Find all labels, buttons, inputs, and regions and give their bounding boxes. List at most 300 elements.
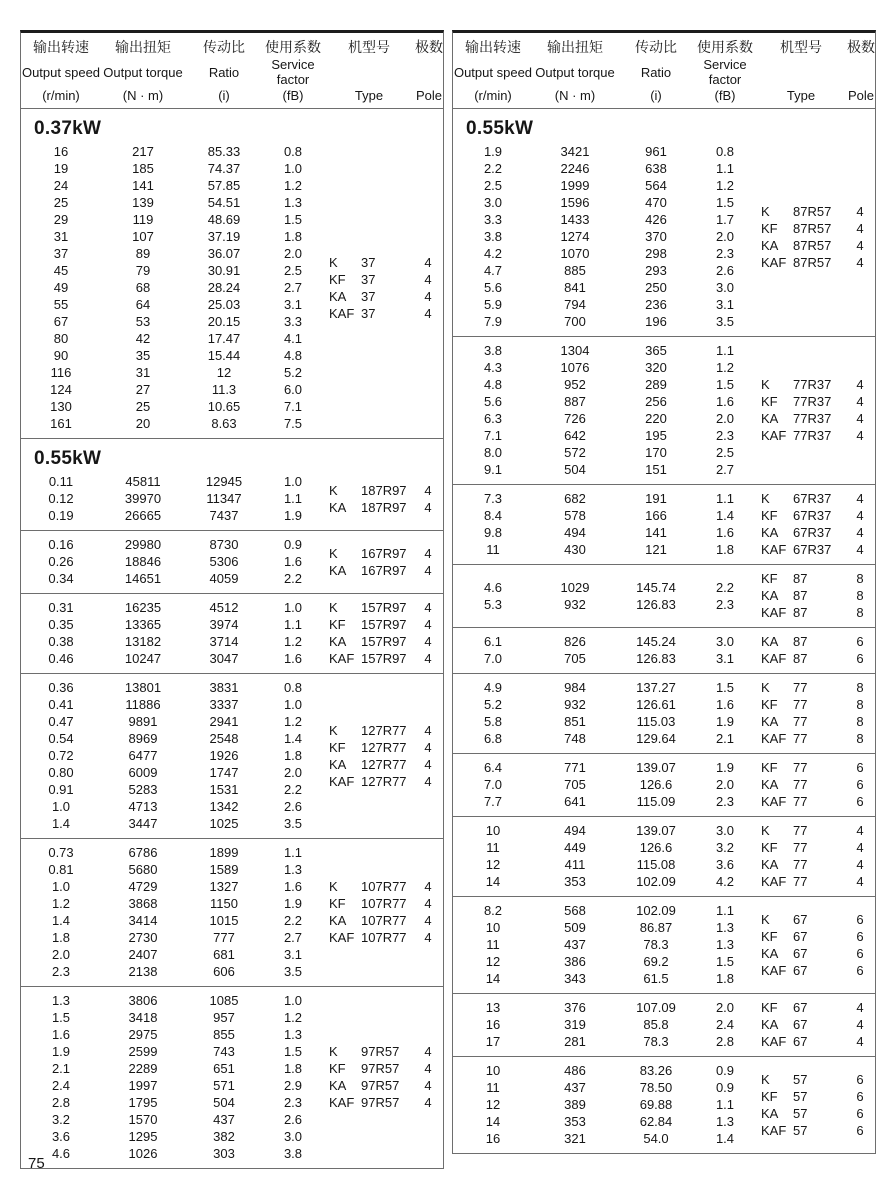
pole-value: 4	[424, 1061, 432, 1076]
rating-block	[453, 896, 875, 993]
pole-value: 6	[856, 962, 864, 978]
type-prefix: K	[329, 254, 338, 270]
output-torque-value: 486	[564, 1063, 586, 1078]
power-section-title: 0.55kW	[34, 448, 102, 469]
type-prefix: KF	[761, 1000, 778, 1015]
service-factor-value: 2.9	[283, 1078, 303, 1093]
type-model: 67	[793, 911, 808, 927]
ratio-value: 126.83	[636, 651, 676, 666]
table-row	[21, 415, 323, 432]
type-list	[323, 545, 443, 579]
rating-block	[21, 593, 443, 673]
table-row	[453, 596, 755, 613]
type-model: 77R37	[793, 394, 832, 409]
pole-value: 6	[856, 634, 864, 649]
output-speed-value: 10	[485, 823, 501, 838]
type-line	[755, 1071, 875, 1088]
type-prefix: KAF	[761, 794, 787, 809]
table-row	[21, 929, 323, 946]
output-torque-value: 13182	[124, 634, 162, 649]
type-line	[755, 856, 875, 873]
output-torque-value: 25	[135, 399, 151, 414]
output-speed-value: 3.8	[483, 343, 503, 358]
pole-value: 6	[856, 945, 864, 961]
output-torque-value: 682	[564, 491, 586, 506]
data-rows	[453, 579, 755, 613]
ratio-value: 83.26	[639, 1063, 673, 1078]
type-list	[755, 759, 875, 810]
output-speed-value: 0.12	[48, 491, 74, 506]
type-prefix: K	[329, 1044, 338, 1059]
block-body	[21, 143, 443, 432]
output-speed-value: 14	[485, 874, 501, 889]
ratio-value: 115.08	[636, 857, 676, 872]
type-line	[755, 393, 875, 410]
service-factor-value: 1.0	[283, 993, 303, 1008]
type-prefix: KAF	[329, 1095, 355, 1110]
type-model: 77	[793, 680, 808, 695]
ratio-value: 370	[645, 229, 667, 244]
pole-value: 4	[856, 254, 864, 270]
service-factor-value: 2.3	[715, 596, 735, 612]
ratio-value: 320	[645, 360, 667, 375]
type-list	[323, 878, 443, 946]
output-torque-value: 705	[564, 777, 586, 792]
output-speed-value: 80	[53, 331, 69, 346]
header-unit-label: (i)	[218, 88, 230, 103]
output-speed-value: 14	[485, 971, 501, 986]
output-speed-value: 0.46	[48, 651, 74, 666]
type-prefix: KAF	[329, 305, 355, 321]
output-speed-value: 5.6	[483, 394, 503, 409]
service-factor-value: 6.0	[283, 382, 303, 397]
output-speed-value: 17	[485, 1034, 501, 1049]
output-speed-value: 116	[50, 365, 72, 380]
output-torque-value: 1795	[128, 1095, 158, 1110]
table-row	[21, 160, 323, 177]
service-factor-value: 0.8	[283, 680, 303, 695]
rating-block	[453, 564, 875, 627]
pole-value: 4	[856, 857, 864, 872]
ratio-value: 115.09	[636, 794, 676, 809]
pole-value: 4	[424, 722, 432, 738]
block-body	[21, 473, 443, 524]
table-row	[453, 461, 755, 478]
ratio-value: 74.37	[207, 161, 241, 176]
header-unit-label: (fB)	[714, 88, 736, 103]
ratio-value: 4059	[209, 571, 239, 586]
output-torque-value: 79	[135, 263, 151, 278]
type-prefix: KAF	[761, 962, 787, 978]
table-row	[453, 1033, 755, 1050]
type-list	[323, 599, 443, 667]
service-factor-value: 4.2	[715, 874, 735, 889]
header-unit-label: Pole	[415, 88, 443, 103]
type-list	[323, 254, 443, 322]
table-row	[453, 342, 755, 359]
table-row	[21, 650, 323, 667]
pole-value: 4	[856, 508, 864, 523]
block-body	[453, 1062, 875, 1147]
block-body	[453, 633, 875, 667]
output-speed-value: 9.1	[483, 462, 503, 477]
type-line	[323, 545, 443, 562]
pole-value: 4	[424, 1044, 432, 1059]
service-factor-value: 1.2	[283, 1010, 303, 1025]
service-factor-value: 2.7	[283, 930, 303, 945]
type-line	[755, 1122, 875, 1139]
pole-value: 4	[856, 840, 864, 855]
output-speed-value: 1.0	[51, 879, 71, 894]
type-prefix: KA	[329, 913, 347, 928]
output-speed-value: 8.0	[483, 445, 503, 460]
pole-value: 8	[856, 571, 864, 586]
rating-block	[453, 1056, 875, 1153]
table-row	[453, 633, 755, 650]
service-factor-value: 1.6	[283, 651, 303, 666]
service-factor-value: 1.1	[283, 617, 303, 632]
block-body	[453, 490, 875, 558]
service-factor-value: 3.1	[715, 651, 735, 666]
output-speed-value: 12	[485, 954, 501, 969]
output-torque-value: 851	[564, 714, 586, 729]
type-prefix: KAF	[329, 773, 355, 789]
output-torque-value: 29980	[124, 537, 162, 552]
ratio-value: 564	[645, 178, 667, 193]
table-row	[453, 856, 755, 873]
type-prefix: KA	[761, 1105, 779, 1121]
table-row	[21, 330, 323, 347]
table-row	[21, 781, 323, 798]
type-list	[755, 1071, 875, 1139]
service-factor-value: 1.1	[715, 1097, 735, 1112]
pole-value: 8	[856, 588, 864, 603]
ratio-value: 1085	[209, 993, 239, 1008]
output-torque-value: 376	[564, 1000, 586, 1015]
type-prefix: KAF	[761, 605, 787, 620]
output-speed-value: 7.1	[483, 428, 503, 443]
table-row	[453, 194, 755, 211]
type-line	[755, 999, 875, 1016]
table-row	[453, 444, 755, 461]
output-torque-value: 1295	[128, 1129, 158, 1144]
data-rows	[453, 679, 755, 747]
type-model: 77R37	[793, 428, 832, 443]
output-torque-value: 353	[564, 1114, 586, 1129]
output-torque-value: 430	[564, 542, 586, 557]
output-torque-value: 932	[564, 596, 586, 612]
type-prefix: KF	[761, 1088, 778, 1104]
type-prefix: KAF	[761, 1122, 787, 1138]
type-model: 157R97	[361, 617, 407, 632]
output-torque-value: 578	[564, 508, 586, 523]
pole-value: 4	[856, 1034, 864, 1049]
table-row	[453, 902, 755, 919]
output-torque-value: 1274	[560, 229, 590, 244]
output-torque-value: 2289	[128, 1061, 158, 1076]
type-prefix: KA	[329, 634, 347, 649]
table-row	[21, 1009, 323, 1026]
header-en-label	[755, 56, 847, 88]
type-line	[323, 1094, 443, 1111]
ratio-value: 126.6	[639, 777, 673, 792]
data-rows	[453, 902, 755, 987]
table-row	[453, 873, 755, 890]
service-factor-value: 1.0	[283, 600, 303, 615]
data-rows	[453, 999, 755, 1050]
output-torque-value: 1076	[560, 360, 590, 375]
service-factor-value: 2.4	[715, 1017, 735, 1032]
pole-value: 4	[424, 271, 432, 287]
table-row	[21, 963, 323, 980]
output-torque-value: 2407	[128, 947, 158, 962]
pole-value: 4	[424, 913, 432, 928]
type-prefix: KF	[761, 840, 778, 855]
pole-value: 4	[856, 220, 864, 236]
data-rows	[453, 633, 755, 667]
output-torque-value: 20	[135, 416, 151, 431]
ratio-value: 102.09	[636, 874, 676, 889]
header-zh-label: 机型号	[348, 39, 390, 55]
type-prefix: KAF	[761, 254, 787, 270]
output-torque-value: 141	[132, 178, 154, 193]
output-torque-value: 642	[564, 428, 586, 443]
service-factor-value: 1.6	[715, 697, 735, 712]
ratio-value: 20.15	[207, 314, 241, 329]
table-row	[21, 1111, 323, 1128]
ratio-value: 62.84	[639, 1114, 673, 1129]
ratio-value: 37.19	[207, 229, 241, 244]
pole-value: 4	[424, 1078, 432, 1093]
block-body	[453, 822, 875, 890]
table-row	[21, 798, 323, 815]
output-speed-value: 161	[50, 416, 72, 431]
ratio-value: 250	[645, 280, 667, 295]
ratio-value: 126.83	[636, 596, 676, 612]
service-factor-value: 1.8	[283, 748, 303, 763]
service-factor-value: 1.3	[715, 920, 735, 935]
service-factor-value: 1.3	[283, 195, 303, 210]
header-unit-label: Type	[786, 88, 816, 103]
output-speed-value: 45	[53, 263, 69, 278]
output-torque-value: 771	[564, 760, 586, 775]
table-row	[21, 599, 323, 616]
type-model: 87	[793, 634, 808, 649]
ratio-value: 15.44	[207, 348, 241, 363]
service-factor-value: 2.8	[715, 1034, 735, 1049]
table-row	[21, 1094, 323, 1111]
service-factor-value: 1.5	[283, 212, 303, 227]
output-torque-value: 389	[564, 1097, 586, 1112]
type-prefix: KA	[761, 588, 779, 603]
ratio-value: 12945	[205, 474, 243, 489]
output-speed-value: 0.91	[48, 782, 74, 797]
service-factor-value: 1.6	[715, 394, 735, 409]
type-model: 87R57	[793, 254, 832, 270]
ratio-value: 17.47	[207, 331, 241, 346]
header-en-label: Output torque	[535, 64, 615, 80]
service-factor-value: 2.0	[715, 1000, 735, 1015]
rating-block	[453, 109, 875, 336]
ratio-value: 102.09	[636, 903, 676, 918]
pole-value: 4	[424, 482, 432, 498]
type-prefix: KF	[761, 394, 778, 409]
data-rows	[21, 992, 323, 1162]
block-body	[453, 143, 875, 330]
type-prefix: KF	[761, 571, 778, 586]
output-speed-value: 37	[53, 246, 69, 261]
ratio-value: 195	[645, 428, 667, 443]
output-torque-value: 1029	[560, 579, 590, 595]
table-row	[21, 730, 323, 747]
table-row	[453, 228, 755, 245]
header-zh-label: 使用系数	[265, 39, 321, 55]
header-cell-output-speed	[453, 38, 533, 104]
type-prefix: KA	[329, 756, 347, 772]
ratio-value: 166	[645, 508, 667, 523]
type-list	[755, 633, 875, 667]
ratio-value: 651	[213, 1061, 235, 1076]
type-line	[323, 254, 443, 271]
pole-value: 4	[424, 896, 432, 911]
output-speed-value: 3.3	[483, 212, 503, 227]
table-header	[453, 33, 875, 109]
type-model: 57	[793, 1088, 808, 1104]
header-zh-label: 极数	[847, 39, 875, 55]
type-prefix: KA	[761, 857, 779, 872]
table-row	[21, 1145, 323, 1162]
table-row	[453, 1079, 755, 1096]
table-row	[21, 473, 323, 490]
service-factor-value: 1.5	[715, 377, 735, 392]
output-torque-value: 6477	[128, 748, 158, 763]
type-line	[755, 1033, 875, 1050]
block-body	[21, 599, 443, 667]
table-row	[21, 245, 323, 262]
output-speed-value: 0.41	[48, 697, 74, 712]
data-rows	[21, 599, 323, 667]
output-speed-value: 4.6	[51, 1146, 71, 1161]
output-torque-value: 26665	[124, 508, 162, 523]
type-prefix: K	[329, 600, 338, 615]
table-row	[453, 793, 755, 810]
service-factor-value: 1.6	[715, 525, 735, 540]
service-factor-value: 1.0	[283, 474, 303, 489]
pole-value: 4	[856, 237, 864, 253]
ratio-value: 504	[213, 1095, 235, 1110]
header-cell-pole	[415, 38, 443, 104]
output-torque-value: 6786	[128, 845, 158, 860]
type-prefix: KA	[761, 525, 779, 540]
table-row	[453, 359, 755, 376]
output-speed-value: 1.9	[483, 144, 503, 159]
type-line	[755, 839, 875, 856]
output-speed-value: 4.3	[483, 360, 503, 375]
type-line	[755, 1088, 875, 1105]
service-factor-value: 1.2	[715, 360, 735, 375]
table-row	[453, 427, 755, 444]
ratio-value: 137.27	[636, 680, 676, 695]
header-cell-output-torque	[533, 38, 617, 104]
service-factor-value: 3.5	[283, 964, 303, 979]
type-prefix: KAF	[761, 1034, 787, 1049]
table-row	[21, 211, 323, 228]
table-row	[21, 143, 323, 160]
output-torque-value: 53	[135, 314, 151, 329]
table-blocks-left	[21, 109, 443, 1168]
table-row	[21, 381, 323, 398]
output-torque-value: 494	[564, 823, 586, 838]
table-row	[21, 1026, 323, 1043]
type-line	[323, 1060, 443, 1077]
service-factor-value: 1.3	[715, 1114, 735, 1129]
output-torque-value: 504	[564, 462, 586, 477]
output-speed-value: 11	[486, 1080, 500, 1095]
header-cell-service-factor	[695, 38, 755, 104]
header-en-label	[415, 56, 443, 88]
output-speed-value: 6.4	[483, 760, 503, 775]
type-line	[755, 376, 875, 393]
service-factor-value: 1.2	[283, 714, 303, 729]
service-factor-value: 2.7	[715, 462, 735, 477]
output-speed-value: 55	[53, 297, 69, 312]
output-speed-value: 2.8	[51, 1095, 71, 1110]
ratio-value: 8730	[209, 537, 239, 552]
type-model: 77	[793, 794, 808, 809]
type-line	[755, 410, 875, 427]
pole-value: 4	[424, 499, 432, 515]
ratio-value: 78.3	[643, 1034, 669, 1049]
output-speed-value: 8.2	[483, 903, 503, 918]
type-model: 77R37	[793, 411, 832, 426]
data-rows	[21, 679, 323, 832]
table-row	[453, 822, 755, 839]
type-line	[323, 1043, 443, 1060]
table-row	[453, 650, 755, 667]
type-line	[755, 490, 875, 507]
type-model: 77	[793, 714, 808, 729]
type-list	[755, 490, 875, 558]
ratio-value: 5306	[209, 554, 239, 569]
service-factor-value: 1.1	[715, 903, 735, 918]
type-model: 157R97	[361, 651, 407, 666]
ratio-value: 57.85	[207, 178, 241, 193]
type-prefix: KA	[329, 562, 347, 578]
service-factor-value: 2.3	[715, 428, 735, 443]
pole-value: 4	[424, 254, 432, 270]
type-line	[755, 776, 875, 793]
output-speed-value: 7.7	[483, 794, 503, 809]
service-factor-value: 5.2	[283, 365, 303, 380]
table-row	[21, 895, 323, 912]
table-row	[453, 490, 755, 507]
ratio-value: 48.69	[207, 212, 241, 227]
table-row	[453, 524, 755, 541]
header-zh-label: 输出转速	[33, 39, 89, 55]
type-list	[323, 1043, 443, 1111]
service-factor-value: 2.3	[283, 1095, 303, 1110]
table-row	[453, 143, 755, 160]
service-factor-value: 3.0	[715, 280, 735, 295]
type-line	[323, 633, 443, 650]
output-torque-value: 14651	[124, 571, 162, 586]
type-line	[755, 650, 875, 667]
type-model: 97R57	[361, 1095, 400, 1110]
ratio-value: 1015	[209, 913, 239, 928]
table-row	[21, 861, 323, 878]
type-model: 67	[793, 1017, 808, 1032]
type-prefix: KF	[329, 739, 346, 755]
